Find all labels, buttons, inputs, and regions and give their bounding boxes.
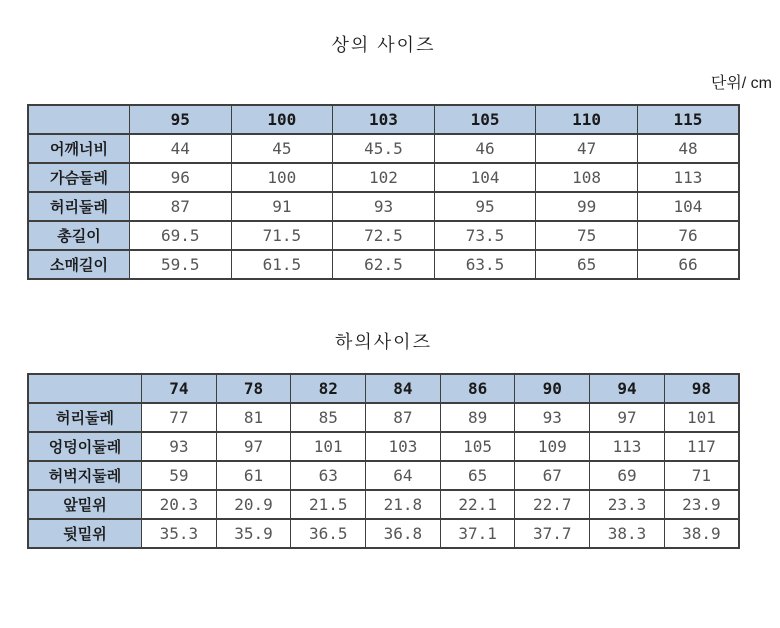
size-value-cell: 101 — [291, 432, 366, 461]
header-row — [28, 105, 739, 134]
size-value-cell: 23.9 — [664, 490, 739, 519]
size-value-cell: 23.3 — [590, 490, 665, 519]
top-size-table-header — [28, 105, 739, 134]
size-column-header: 110 — [536, 105, 638, 134]
unit-label: 단위/ cm — [710, 75, 772, 92]
size-column-header: 90 — [515, 374, 590, 403]
size-value-cell: 117 — [664, 432, 739, 461]
size-value-cell: 103 — [366, 432, 441, 461]
size-value-cell: 37.7 — [515, 519, 590, 548]
size-value-cell: 81 — [216, 403, 291, 432]
size-value-cell: 89 — [440, 403, 515, 432]
size-column-header: 84 — [366, 374, 441, 403]
row-label: 가슴둘레 — [28, 163, 130, 192]
size-value-cell: 67 — [515, 461, 590, 490]
size-column-header: 103 — [333, 105, 435, 134]
row-label: 허벅지둘레 — [28, 461, 142, 490]
size-value-cell: 66 — [637, 250, 739, 279]
size-value-cell: 48 — [637, 134, 739, 163]
size-value-cell: 59.5 — [130, 250, 232, 279]
size-value-cell: 22.1 — [440, 490, 515, 519]
row-label: 허리둘레 — [28, 192, 130, 221]
size-value-cell: 37.1 — [440, 519, 515, 548]
size-value-cell: 87 — [366, 403, 441, 432]
table-row — [28, 221, 739, 250]
size-column-header: 94 — [590, 374, 665, 403]
size-value-cell: 76 — [637, 221, 739, 250]
table-row — [28, 461, 739, 490]
size-value-cell: 104 — [434, 163, 536, 192]
size-value-cell: 35.3 — [142, 519, 217, 548]
size-value-cell: 91 — [231, 192, 333, 221]
size-value-cell: 87 — [130, 192, 232, 221]
size-value-cell: 73.5 — [434, 221, 536, 250]
size-value-cell: 93 — [142, 432, 217, 461]
row-label: 소매길이 — [28, 250, 130, 279]
row-label: 엉덩이둘레 — [28, 432, 142, 461]
size-column-header: 105 — [434, 105, 536, 134]
size-column-header: 74 — [142, 374, 217, 403]
bottom-size-table-body — [28, 403, 739, 548]
size-column-header: 95 — [130, 105, 232, 134]
size-value-cell: 21.8 — [366, 490, 441, 519]
size-value-cell: 65 — [536, 250, 638, 279]
corner-cell — [28, 374, 142, 403]
row-label: 어깨너비 — [28, 134, 130, 163]
row-label: 뒷밑위 — [28, 519, 142, 548]
size-value-cell: 63 — [291, 461, 366, 490]
size-column-header: 82 — [291, 374, 366, 403]
header-row — [28, 374, 739, 403]
row-label: 앞밑위 — [28, 490, 142, 519]
size-value-cell: 113 — [590, 432, 665, 461]
size-value-cell: 69.5 — [130, 221, 232, 250]
bottom-size-table-title: 하의사이즈 — [335, 332, 432, 352]
size-value-cell: 35.9 — [216, 519, 291, 548]
size-value-cell: 61 — [216, 461, 291, 490]
table-row — [28, 490, 739, 519]
size-value-cell: 45.5 — [333, 134, 435, 163]
size-value-cell: 71.5 — [231, 221, 333, 250]
table-row — [28, 250, 739, 279]
table-row — [28, 432, 739, 461]
size-value-cell: 104 — [637, 192, 739, 221]
size-value-cell: 93 — [333, 192, 435, 221]
size-value-cell: 65 — [440, 461, 515, 490]
table-row — [28, 192, 739, 221]
size-value-cell: 71 — [664, 461, 739, 490]
size-value-cell: 62.5 — [333, 250, 435, 279]
size-value-cell: 44 — [130, 134, 232, 163]
size-value-cell: 113 — [637, 163, 739, 192]
size-value-cell: 45 — [231, 134, 333, 163]
size-value-cell: 22.7 — [515, 490, 590, 519]
size-value-cell: 46 — [434, 134, 536, 163]
size-value-cell: 97 — [216, 432, 291, 461]
size-value-cell: 75 — [536, 221, 638, 250]
size-value-cell: 97 — [590, 403, 665, 432]
size-value-cell: 59 — [142, 461, 217, 490]
size-column-header: 86 — [440, 374, 515, 403]
size-value-cell: 20.3 — [142, 490, 217, 519]
size-column-header: 115 — [637, 105, 739, 134]
size-value-cell: 85 — [291, 403, 366, 432]
size-value-cell: 61.5 — [231, 250, 333, 279]
top-size-table-title: 상의 사이즈 — [331, 35, 436, 55]
bottom-size-table — [27, 373, 740, 549]
row-label: 총길이 — [28, 221, 130, 250]
size-value-cell: 105 — [440, 432, 515, 461]
size-value-cell: 64 — [366, 461, 441, 490]
corner-cell — [28, 105, 130, 134]
size-value-cell: 38.9 — [664, 519, 739, 548]
top-size-table — [27, 104, 740, 280]
table-row — [28, 134, 739, 163]
size-column-header: 78 — [216, 374, 291, 403]
bottom-size-table-header — [28, 374, 739, 403]
size-value-cell: 93 — [515, 403, 590, 432]
size-value-cell: 99 — [536, 192, 638, 221]
row-label: 허리둘레 — [28, 403, 142, 432]
top-size-table-body — [28, 134, 739, 279]
size-value-cell: 36.5 — [291, 519, 366, 548]
size-value-cell: 47 — [536, 134, 638, 163]
size-column-header: 100 — [231, 105, 333, 134]
size-value-cell: 21.5 — [291, 490, 366, 519]
size-value-cell: 77 — [142, 403, 217, 432]
size-value-cell: 38.3 — [590, 519, 665, 548]
size-value-cell: 109 — [515, 432, 590, 461]
table-row — [28, 519, 739, 548]
size-value-cell: 72.5 — [333, 221, 435, 250]
size-column-header: 98 — [664, 374, 739, 403]
size-value-cell: 95 — [434, 192, 536, 221]
table-row — [28, 163, 739, 192]
size-value-cell: 96 — [130, 163, 232, 192]
table-row — [28, 403, 739, 432]
size-value-cell: 20.9 — [216, 490, 291, 519]
size-value-cell: 108 — [536, 163, 638, 192]
size-value-cell: 100 — [231, 163, 333, 192]
size-value-cell: 36.8 — [366, 519, 441, 548]
size-value-cell: 69 — [590, 461, 665, 490]
size-value-cell: 102 — [333, 163, 435, 192]
size-value-cell: 101 — [664, 403, 739, 432]
size-value-cell: 63.5 — [434, 250, 536, 279]
